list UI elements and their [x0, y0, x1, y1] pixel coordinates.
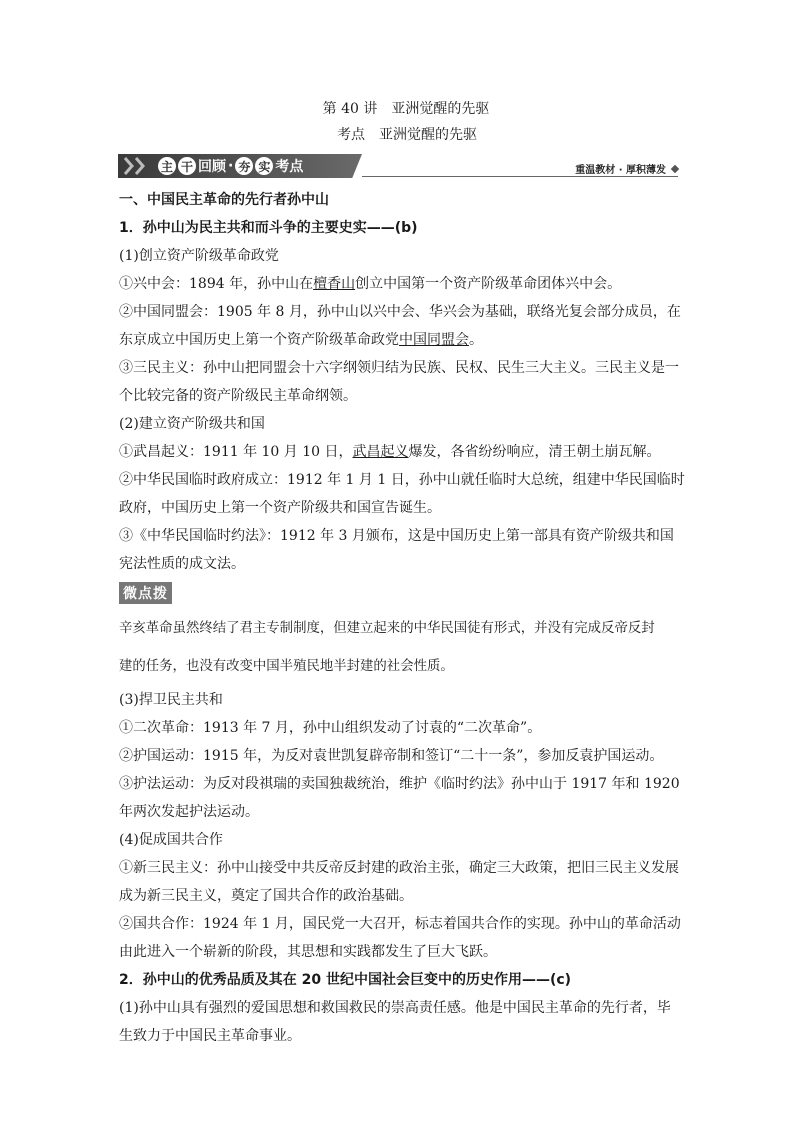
banner-char-2: 干: [178, 157, 196, 175]
subsection-1-1: (1)创立资产阶级革命政党: [119, 248, 279, 264]
paragraph-guogong-line-1: ②国共合作：1924 年 1 月，国民党一大召开，标志着国共合作的实现。孙中山的革命活动: [119, 916, 681, 932]
paragraph-erci-geming: ①二次革命：1913 年 7 月，孙中山组织发动了讨袁的“二次革命”。: [119, 720, 542, 736]
chevron-right-icon: [135, 157, 145, 175]
chevron-right-icon: [124, 157, 134, 175]
paragraph-guogong-line-2: 由此进入一个崭新的阶段，其思想和实践都发生了巨大飞跃。: [119, 944, 497, 960]
tip-line-1: 辛亥革命虽然终结了君主专制制度，但建立起来的中华民国徒有形式，并没有完成反帝反封: [119, 621, 655, 636]
paragraph-sanminzhuyi-line-2: 个比较完备的资产阶级民主革命纲领。: [119, 388, 357, 404]
heading-1: 一、中国民主革命的先行者孙中山: [119, 192, 329, 208]
paragraph-yuefa-line-2: 宪法性质的成文法。: [119, 556, 245, 572]
paragraph-hufa-line-1: ③护法运动：为反对段祺瑞的卖国独裁统治，维护《临时约法》孙中山于 1917 年和 1920: [119, 776, 680, 792]
banner-char-3: 夯: [235, 157, 253, 175]
underlined-term: 武昌起义: [352, 444, 409, 460]
paragraph-yuefa-line-1: ③《中华民国临时约法》：1912 年 3 月颁布，这是中国历史上第一部具有资产阶级共和国: [119, 528, 674, 544]
topic-subtitle: 考点 亚洲觉醒的先驱: [337, 127, 477, 143]
underlined-term: 檀香山: [313, 276, 356, 292]
paragraph-pinzhi-line-2: 生致力于中国民主革命事业。: [119, 1028, 301, 1044]
title-block: [0, 96, 794, 148]
text: 创立中国第一个资产阶级革命团体兴中会。: [355, 276, 622, 292]
diamond-icon: [671, 165, 679, 173]
paragraph-linshi-zhengfu-line-2: 政府，中国历史上第一个资产阶级共和国宣告诞生。: [119, 500, 441, 516]
banner-slogan: 重温教材 · 厚积薄发: [575, 165, 666, 176]
paragraph-pinzhi-line-1: (1)孙中山具有强烈的爱国思想和救国救民的崇高责任感。他是中国民主革命的先行者，毕: [119, 1000, 671, 1016]
subsection-1-2: (2)建立资产阶级共和国: [119, 416, 265, 432]
paragraph-tongmenghui-line-1: ②中国同盟会：1905 年 8 月，孙中山以兴中会、华兴会为基础，联络光复会部分成员，在: [119, 304, 681, 320]
section-banner: [118, 154, 680, 178]
paragraph-xingzhonghui: [119, 270, 681, 298]
text: ①武昌起义：1911 年 10 月 10 日，: [119, 444, 353, 460]
section-1: 1．孙中山为民主共和而斗争的主要史实——(b): [119, 220, 418, 236]
paragraph-xin-sanmin-line-2: 成为新三民主义，奠定了国共合作的政治基础。: [119, 888, 413, 904]
banner-char-4: 实: [255, 157, 273, 175]
tip-label: 微点拨: [119, 582, 172, 604]
section-2: 2．孙中山的优秀品质及其在 20 世纪中国社会巨变中的历史作用——(c): [119, 972, 572, 988]
banner-text-2: 考点: [275, 159, 304, 175]
banner-rule: [362, 176, 678, 177]
banner-title: [158, 156, 303, 176]
paragraph-huguo: ②护国运动：1915 年，为反对袁世凯复辟帝制和签订“二十一条”，参加反袁护国运动。: [119, 748, 664, 764]
text: 。: [469, 332, 483, 348]
banner-text-1: 回顾: [198, 159, 226, 175]
text: 爆发，各省纷纷响应，清王朝土崩瓦解。: [408, 444, 661, 460]
paragraph-hufa-line-2: 年两次发起护法运动。: [119, 804, 259, 820]
subsection-1-4: (4)促成国共合作: [119, 832, 223, 848]
banner-char-1: 主: [158, 157, 176, 175]
paragraph-tongmenghui-line-2: [119, 326, 681, 354]
tip-line-2: 建的任务，也没有改变中国半殖民地半封建的社会性质。: [119, 659, 454, 674]
lecture-title: 第 40 讲 亚洲觉醒的先驱: [322, 101, 490, 117]
text: 东京成立中国历史上第一个资产阶级革命政党: [119, 332, 399, 348]
content: [119, 186, 685, 1050]
banner-dot: ·: [228, 158, 234, 174]
paragraph-wuchang: [119, 438, 681, 466]
paragraph-sanminzhuyi-line-1: ③三民主义：孙中山把同盟会十六字纲领归结为民族、民权、民生三大主义。三民主义是一: [119, 360, 679, 376]
underlined-term: 中国同盟会: [399, 332, 469, 348]
text: ①兴中会：1894 年，孙中山在: [119, 276, 314, 292]
subsection-1-3: (3)捍卫民主共和: [119, 692, 223, 708]
paragraph-linshi-zhengfu-line-1: ②中华民国临时政府成立：1912 年 1 月 1 日，孙中山就任临时大总统，组建中华民国临时: [119, 472, 685, 488]
paragraph-xin-sanmin-line-1: ①新三民主义：孙中山接受中共反帝反封建的政治主张，确定三大政策，把旧三民主义发展: [119, 860, 679, 876]
